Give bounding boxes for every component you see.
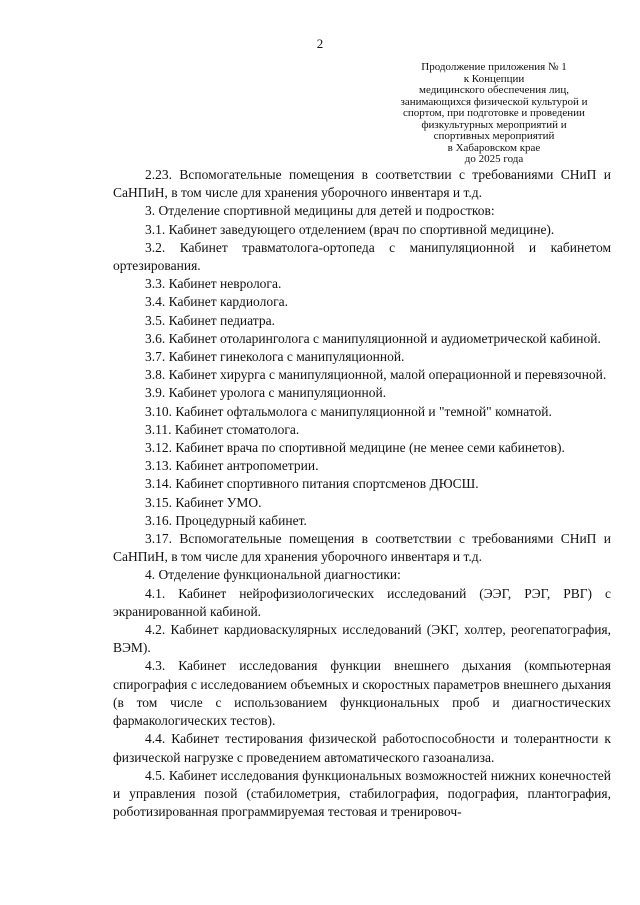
list-item: 4.3. Кабинет исследования функции внешнего дыхания (компьютерная спирография с исследованием объемных и скоростных параметров внешнего дыхания (в том числе с использованием функциональных проб и диагностических фармакологических тестов). bbox=[113, 658, 611, 729]
list-item: 4.4. Кабинет тестирования физической работоспособности и толерантности к физической нагрузке с проведением автоматического газоанализа. bbox=[113, 731, 611, 765]
list-item: 3.7. Кабинет гинеколога с манипуляционной. bbox=[145, 349, 405, 365]
list-item: 3.1. Кабинет заведующего отделением (врач по спортивной медицине). bbox=[145, 221, 555, 237]
list-item: 3.2. Кабинет травматолога-ортопеда с манипуляционной и кабинетом ортезирования. bbox=[113, 239, 611, 274]
list-item: 3.4. Кабинет кардиолога. bbox=[145, 294, 289, 310]
list-item: 3.12. Кабинет врача по спортивной медицине (не менее семи кабинетов). bbox=[145, 440, 565, 456]
list-item: 3.15. Кабинет УМО. bbox=[145, 494, 262, 510]
list-item: 4.5. Кабинет исследования функциональных возможностей нижних конечностей и управления позой (стабилометрия, стабилография, подография, плантография, роботизированная программируемая тестовая и тренировоч- bbox=[113, 767, 611, 820]
list-item: 3.16. Процедурный кабинет. bbox=[145, 512, 307, 528]
appendix-header bbox=[378, 62, 610, 166]
header-line: занимающихся физической культурой и bbox=[400, 95, 588, 108]
header-line: до 2025 года bbox=[464, 153, 524, 165]
document-body bbox=[113, 166, 611, 821]
header-line: медицинского обеспечения лиц, bbox=[419, 84, 569, 96]
list-item: 3.8. Кабинет хирурга с манипуляционной, малой операционной и перевязочной. bbox=[145, 367, 607, 383]
list-item: 4.2. Кабинет кардиоваскулярных исследований (ЭКГ, холтер, реогепатография, ВЭМ). bbox=[113, 622, 611, 656]
list-item: 4.1. Кабинет нейрофизиологических исследований (ЭЭГ, РЭГ, РВГ) с экранированной кабиной. bbox=[113, 585, 611, 619]
list-item: 3.9. Кабинет уролога с манипуляционной. bbox=[145, 385, 387, 401]
list-item: 3.14. Кабинет спортивного питания спортсменов ДЮСШ. bbox=[145, 476, 479, 492]
list-item: 3.17. Вспомогательные помещения в соответствии с требованиями СНиП и СаНПиН, в том числе для хранения уборочного инвентаря и т.д. bbox=[113, 531, 611, 565]
list-item: 3.3. Кабинет невролога. bbox=[145, 276, 282, 292]
header-line: физкультурных мероприятий и bbox=[421, 118, 567, 131]
header-line: Продолжение приложения № 1 bbox=[421, 61, 567, 73]
header-line: спортивных мероприятий bbox=[433, 130, 555, 142]
list-item: 3.6. Кабинет отоларинголога с манипуляционной и аудиометрической кабиной. bbox=[145, 330, 601, 346]
section-heading: 4. Отделение функциональной диагностики: bbox=[145, 567, 401, 583]
header-line: в Хабаровском крае bbox=[447, 141, 541, 154]
paragraph: 2.23. Вспомогательные помещения в соответствии с требованиями СНиП и СаНПиН, в том числе для хранения уборочного инвентаря и т.д. bbox=[113, 167, 611, 201]
list-item: 3.13. Кабинет антропометрии. bbox=[145, 458, 319, 474]
page-number: 2 bbox=[316, 36, 324, 51]
list-item: 3.10. Кабинет офтальмолога с манипуляционной и "темной" комнатой. bbox=[145, 403, 552, 419]
header-line: к Концепции bbox=[463, 72, 525, 85]
list-item: 3.5. Кабинет педиатра. bbox=[145, 312, 275, 328]
list-item: 3.11. Кабинет стоматолога. bbox=[145, 421, 300, 437]
header-line: спортом, при подготовке и проведении bbox=[403, 107, 585, 119]
section-heading: 3. Отделение спортивной медицины для детей и подростков: bbox=[145, 203, 495, 219]
